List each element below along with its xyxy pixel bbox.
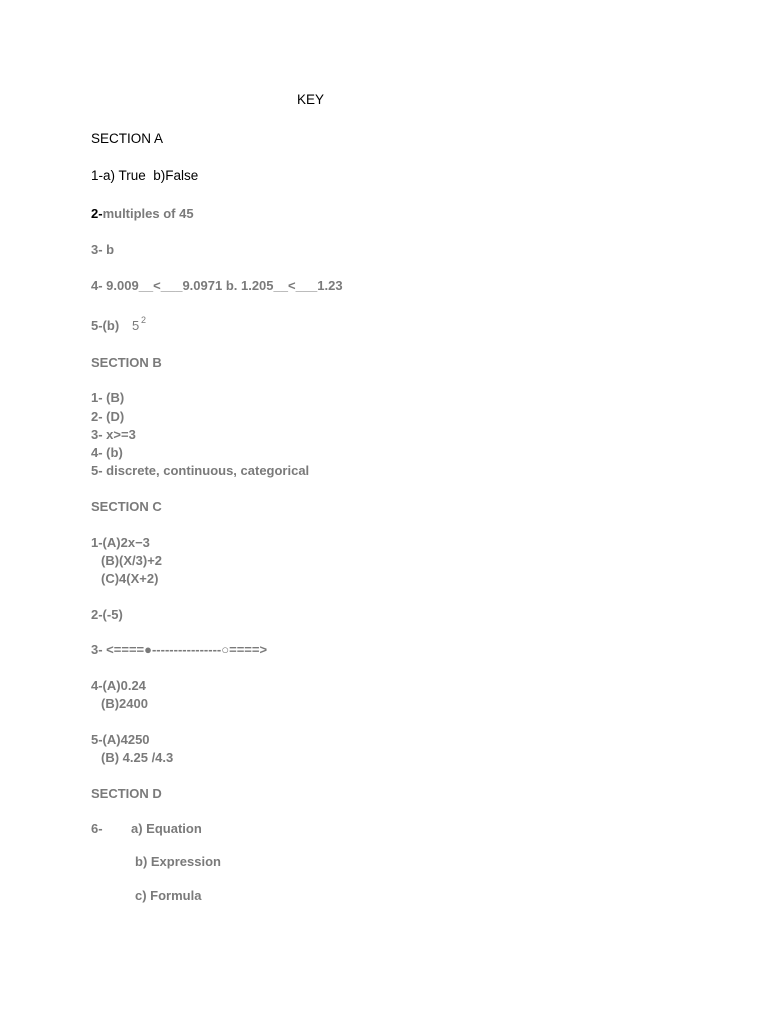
section-a-heading: SECTION A [91,131,164,146]
section-a-q2-number: 2- [91,206,103,221]
page-title: KEY [297,92,325,107]
section-b-item-3: 3- x>=3 [91,427,136,442]
section-c-heading: SECTION C [91,499,162,514]
section-a-q4: 4- 9.009__<___9.0971 b. 1.205__<___1.23 [91,278,343,293]
section-d-q6-c: c) Formula [135,888,202,903]
section-b-item-4: 4- (b) [91,445,123,460]
section-c-q4-b: (B)2400 [101,696,148,711]
section-b-item-1: 1- (B) [91,390,125,405]
section-c-q1-a: 1-(A)2x−3 [91,535,150,550]
section-c-q5-b: (B) 4.25 /4.3 [101,750,174,765]
section-d-q6-a: a) Equation [131,821,202,836]
section-a-q3: 3- b [91,242,115,257]
section-c-q5-a: 5-(A)4250 [91,732,150,747]
section-b-heading: SECTION B [91,355,162,370]
section-a-q2 [91,206,194,222]
section-d-heading: SECTION D [91,786,162,801]
section-c-q3-number-line: 3- <====●----------------○====> [91,642,268,657]
section-d-q6-b: b) Expression [135,854,221,869]
section-d-q6-number: 6- [91,821,103,836]
section-a-q5-label: 5-(b) [91,318,120,333]
section-a-q5-base: 5 [132,318,140,333]
section-c-q2: 2-(-5) [91,607,123,622]
section-a-q2-text: multiples of 45 [102,206,194,221]
section-a-q1: 1-a) True b)False [91,168,199,183]
section-c-q1-c: (C)4(X+2) [101,571,159,586]
section-a-q5 [91,315,147,334]
section-a-q5-exponent: 2 [141,315,147,325]
section-c-q1-b: (B)(X/3)+2 [101,553,163,568]
section-c-q4-a: 4-(A)0.24 [91,678,146,693]
section-b-item-5: 5- discrete, continuous, categorical [91,463,310,478]
section-b-item-2: 2- (D) [91,409,125,424]
